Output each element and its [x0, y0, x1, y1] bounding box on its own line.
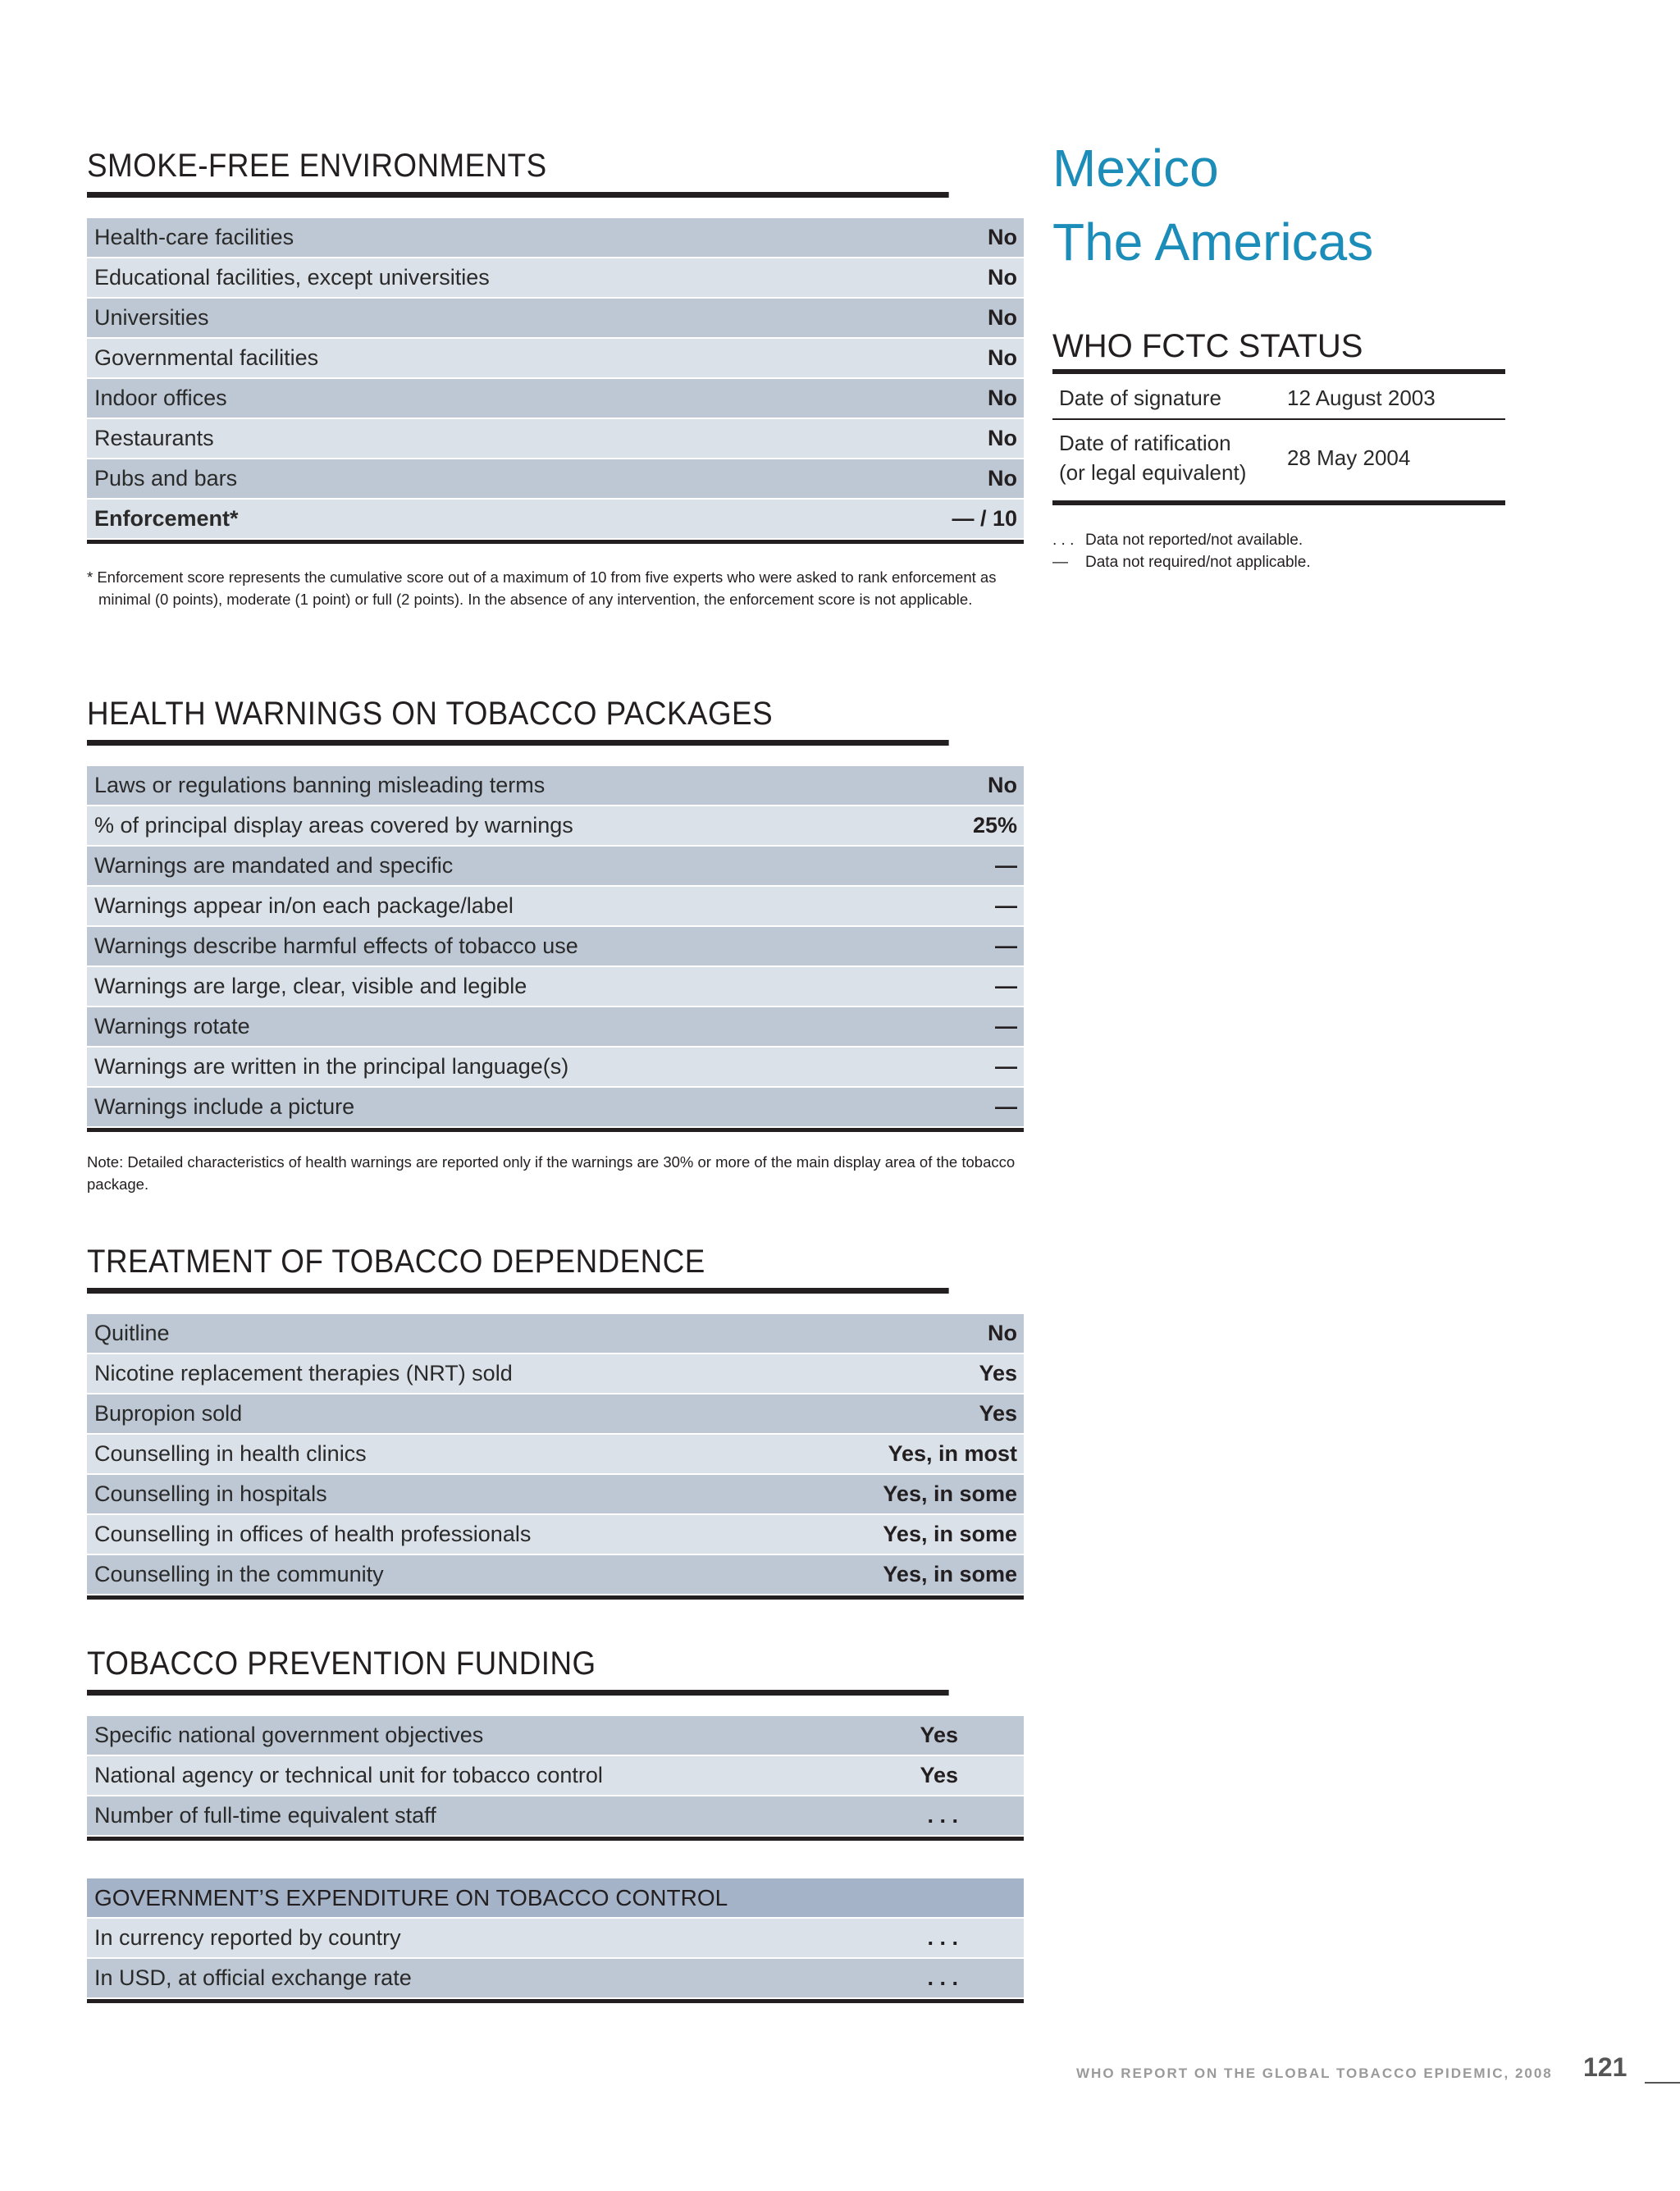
table-row — [87, 967, 1024, 1007]
row-label: In currency reported by country — [94, 1925, 401, 1950]
row-label: Bupropion sold — [94, 1401, 243, 1426]
table-row — [87, 1756, 1024, 1796]
table-row — [87, 887, 1024, 927]
expenditure-table — [87, 1878, 1024, 2003]
row-label: Nicotine replacement therapies (NRT) sold — [94, 1361, 513, 1385]
row-label: National agency or technical unit for tobacco control — [94, 1763, 603, 1787]
row-value: — — [995, 1054, 1017, 1079]
row-label: Counselling in health clinics — [94, 1441, 367, 1466]
table-row — [87, 1048, 1024, 1088]
signature-label: Date of signature — [1059, 386, 1222, 410]
smoke-free-table — [87, 218, 1024, 544]
ratification-label-line1: Date of ratification — [1059, 431, 1231, 455]
row-label: Warnings are written in the principal language(s) — [94, 1054, 569, 1079]
row-label: Educational facilities, except universities — [94, 265, 490, 290]
row-label: Counselling in hospitals — [94, 1481, 327, 1506]
row-label: Counselling in offices of health professionals — [94, 1522, 532, 1546]
ratification-label — [1059, 428, 1246, 487]
row-value: — — [995, 974, 1017, 998]
row-value: No — [988, 773, 1017, 797]
row-label: Number of full-time equivalent staff — [94, 1803, 436, 1828]
table-row — [87, 1435, 1024, 1475]
country-name: Mexico — [1052, 139, 1219, 198]
row-value: 25% — [972, 813, 1017, 838]
fctc-ratification-row — [1052, 428, 1505, 505]
row-value: — / 10 — [952, 506, 1017, 531]
expenditure-title: GOVERNMENT’S EXPENDITURE ON TOBACCO CONTROL — [94, 1884, 728, 1910]
table-row — [87, 927, 1024, 967]
legend-not-reported-symbol: . . . — [1052, 532, 1075, 549]
note-asterisk: * — [87, 568, 94, 586]
row-value: No — [988, 305, 1017, 330]
table-row — [87, 847, 1024, 887]
table-row — [87, 1007, 1024, 1048]
row-value: Yes, in some — [883, 1481, 1017, 1506]
row-value: Yes — [920, 1723, 958, 1747]
table-row — [87, 379, 1024, 419]
country-heading — [1052, 131, 1373, 279]
ratification-label-line2: (or legal equivalent) — [1059, 460, 1247, 485]
table-row — [87, 806, 1024, 847]
row-label: Quitline — [94, 1321, 170, 1345]
row-label: Governmental facilities — [94, 345, 319, 370]
row-label: Warnings rotate — [94, 1014, 250, 1038]
table-row — [87, 339, 1024, 379]
row-value: Yes, in some — [883, 1522, 1017, 1546]
health-warnings-note: Note: Detailed characteristics of health warnings are reported only if the warnings are 30% or more of the main display area of the tobacco package. — [87, 1153, 1016, 1193]
row-label: Enforcement* — [94, 506, 239, 531]
table-row — [87, 1796, 1024, 1837]
funding-title: TOBACCO PREVENTION FUNDING — [87, 1646, 949, 1696]
row-value: — — [995, 1094, 1017, 1119]
page-number-rule — [1645, 2082, 1680, 2084]
table-row — [87, 1959, 1024, 1999]
table-row — [87, 1314, 1024, 1354]
table-row — [87, 500, 1024, 540]
row-label: Pubs and bars — [94, 466, 238, 491]
row-label: Warnings are mandated and specific — [94, 853, 454, 878]
table-row — [87, 1475, 1024, 1515]
row-label: Counselling in the community — [94, 1562, 384, 1586]
health-warnings-title: HEALTH WARNINGS ON TOBACCO PACKAGES — [87, 696, 949, 746]
table-row — [87, 258, 1024, 299]
row-value: — — [995, 893, 1017, 918]
row-value: No — [988, 426, 1017, 450]
row-value: Yes — [979, 1361, 1017, 1385]
row-value: No — [988, 345, 1017, 370]
fctc-signature-row — [1052, 386, 1505, 420]
row-value: Yes — [920, 1763, 958, 1787]
table-row — [87, 1716, 1024, 1756]
table-row — [87, 299, 1024, 339]
row-label: Warnings appear in/on each package/label — [94, 893, 514, 918]
region-name: The Americas — [1052, 212, 1374, 272]
row-value: No — [988, 1321, 1017, 1345]
row-label: Indoor offices — [94, 386, 227, 410]
treatment-table — [87, 1314, 1024, 1600]
table-row — [87, 1555, 1024, 1595]
table-row — [87, 459, 1024, 500]
row-value: . . . — [927, 1925, 958, 1950]
table-row — [87, 766, 1024, 806]
smoke-free-title: SMOKE-FREE ENVIRONMENTS — [87, 148, 949, 198]
legend-not-reported-text: Data not reported/not available. — [1085, 532, 1303, 549]
fctc-status-title: WHO FCTC STATUS — [1052, 328, 1505, 374]
row-value: Yes, in most — [888, 1441, 1017, 1466]
row-label: Warnings are large, clear, visible and legible — [94, 974, 527, 998]
table-row — [87, 1354, 1024, 1394]
page-number: 121 — [1583, 2052, 1628, 2082]
row-value: . . . — [927, 1965, 958, 1990]
signature-value: 12 August 2003 — [1287, 386, 1436, 410]
row-label: Specific national government objectives — [94, 1723, 484, 1747]
row-label: % of principal display areas covered by warnings — [94, 813, 573, 838]
row-value: Yes, in some — [883, 1562, 1017, 1586]
health-warnings-table — [87, 766, 1024, 1132]
row-value: Yes — [979, 1401, 1017, 1426]
row-value: No — [988, 386, 1017, 410]
table-row — [87, 1394, 1024, 1435]
row-value: No — [988, 466, 1017, 491]
row-label: Warnings describe harmful effects of tobacco use — [94, 933, 578, 958]
row-value: — — [995, 853, 1017, 878]
row-value: — — [995, 933, 1017, 958]
row-label: Universities — [94, 305, 209, 330]
table-row — [87, 218, 1024, 258]
table-row — [87, 1515, 1024, 1555]
row-label: Health-care facilities — [94, 225, 294, 249]
enforcement-note-text: Enforcement score represents the cumulative score out of a maximum of 10 from five experts who were asked to rank enforcement as minimal (0 points), moderate (1 point) or full (2 points). In the absence of any intervention, the enforcement score is not applicable. — [97, 568, 997, 608]
row-label: In USD, at official exchange rate — [94, 1965, 412, 1990]
table-row — [87, 419, 1024, 459]
enforcement-note — [87, 566, 1035, 610]
funding-table — [87, 1716, 1024, 1841]
ratification-value: 28 May 2004 — [1287, 445, 1411, 470]
treatment-title: TREATMENT OF TOBACCO DEPENDENCE — [87, 1244, 949, 1294]
table-row — [87, 1088, 1024, 1128]
row-value: . . . — [927, 1803, 958, 1828]
row-label: Warnings include a picture — [94, 1094, 355, 1119]
row-value: — — [995, 1014, 1017, 1038]
table-row — [87, 1919, 1024, 1959]
legend-not-required-text: Data not required/not applicable. — [1085, 554, 1311, 571]
expenditure-header — [87, 1878, 1024, 1919]
legend — [1052, 529, 1311, 573]
row-label: Restaurants — [94, 426, 214, 450]
report-footer: WHO REPORT ON THE GLOBAL TOBACCO EPIDEMIC, 2008 — [1076, 2065, 1553, 2081]
row-value: No — [988, 225, 1017, 249]
row-value: No — [988, 265, 1017, 290]
row-label: Laws or regulations banning misleading terms — [94, 773, 546, 797]
legend-not-required-symbol: — — [1052, 554, 1068, 571]
